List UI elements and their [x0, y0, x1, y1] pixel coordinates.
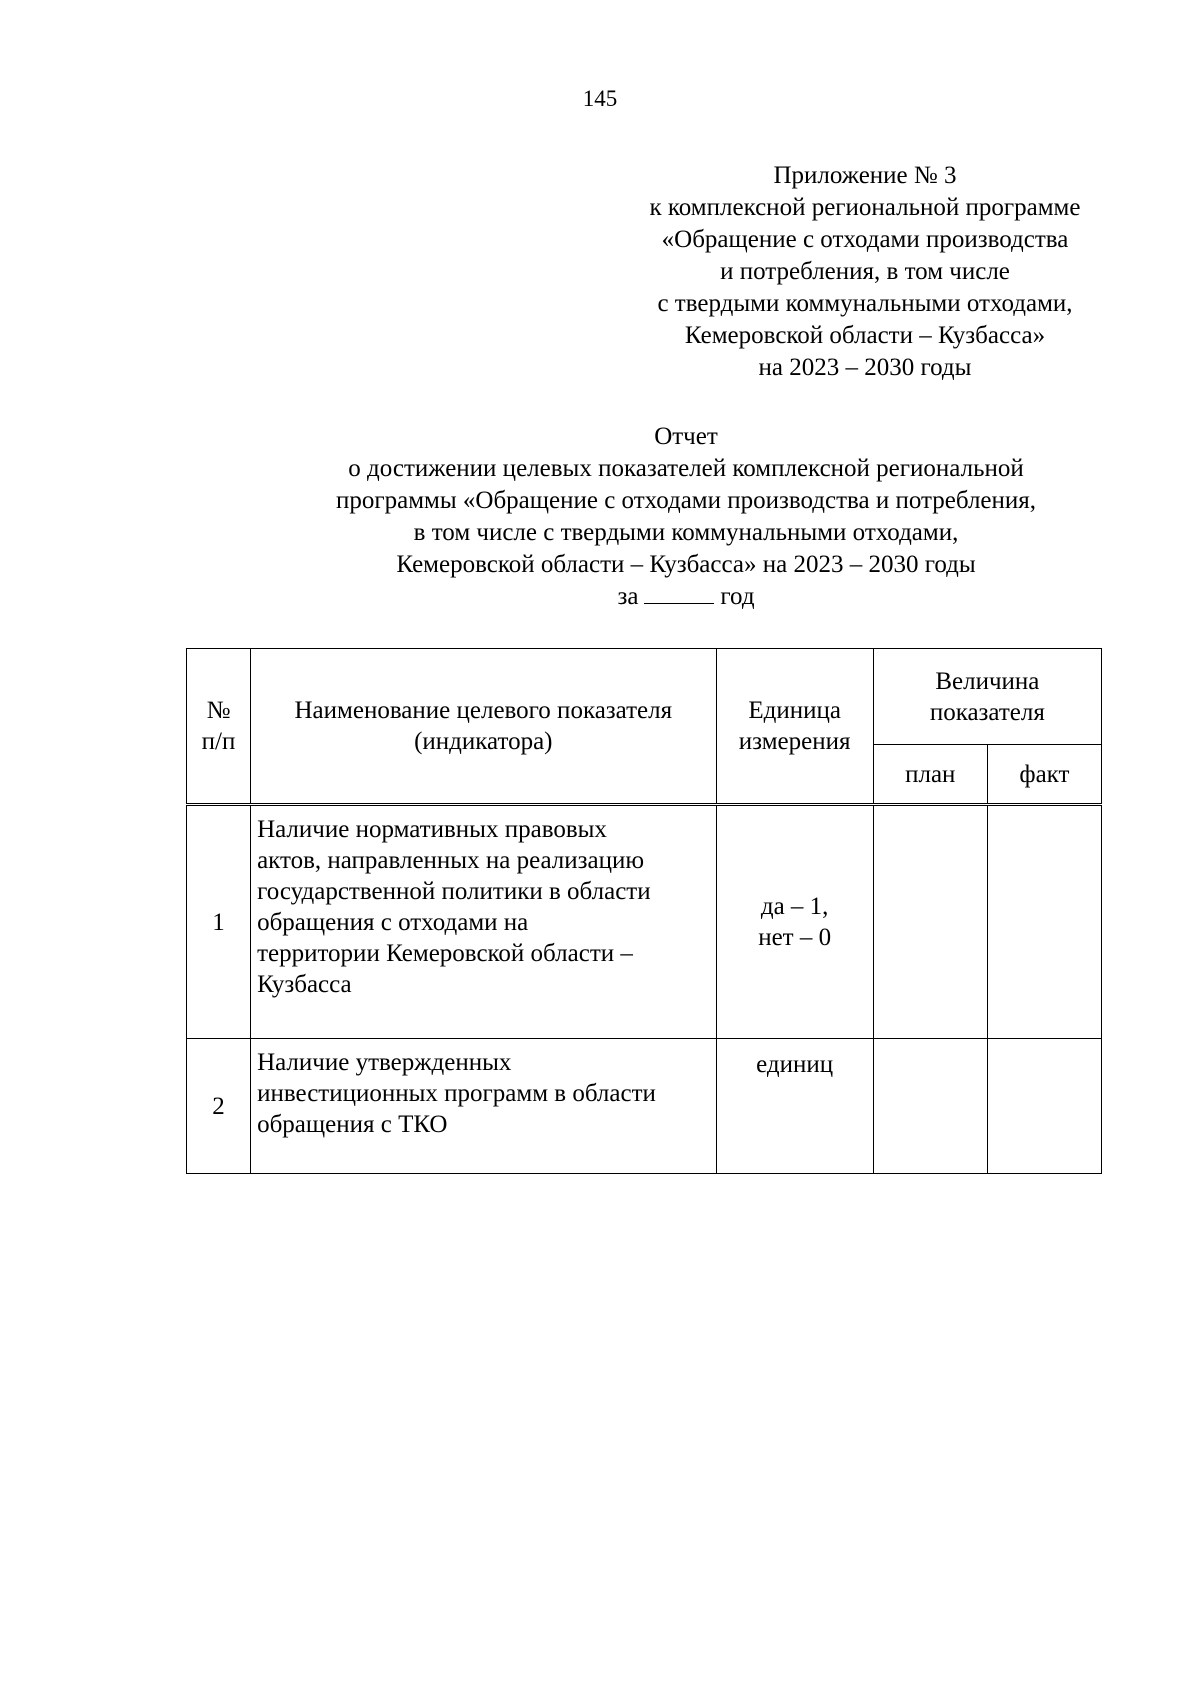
report-period: [186, 581, 1186, 613]
period-blank-line: [644, 581, 714, 604]
header-value: [873, 649, 1101, 745]
indicator-line: Кузбасса: [257, 971, 352, 998]
header-name: [251, 649, 717, 804]
header-unit: [716, 649, 873, 804]
indicators-table-body: [186, 805, 1102, 1174]
appendix-line: «Обращение с отходами производства: [661, 226, 1069, 253]
indicators-table-header: [186, 648, 1102, 804]
unit-line: нет – 0: [758, 924, 832, 951]
indicator-line: территории Кемеровской области –: [257, 940, 633, 967]
period-suffix: год: [720, 583, 755, 610]
indicator-line: инвестиционных программ в области: [257, 1080, 656, 1107]
row-indicator-name: [251, 1039, 717, 1174]
indicator-line: обращения с отходами на: [257, 909, 529, 936]
row-unit: [716, 806, 873, 1039]
appendix-line: с твердыми коммунальными отходами,: [657, 290, 1073, 317]
row-num: 2: [187, 1039, 251, 1174]
header-num-symbol: №: [206, 697, 231, 724]
report-title: Отчет: [654, 423, 718, 450]
header-fact: факт: [987, 745, 1101, 804]
row-indicator-name: [251, 806, 717, 1039]
indicator-line: государственной политики в области: [257, 878, 651, 905]
period-prefix: за: [617, 583, 639, 610]
header-name-line: (индикатора): [414, 728, 553, 755]
report-heading: [186, 421, 1186, 613]
row-plan-cell: [873, 1039, 987, 1174]
page-number: 145: [582, 86, 618, 111]
row-plan-cell: [873, 806, 987, 1039]
appendix-line: и потребления, в том числе: [720, 258, 1010, 285]
row-num: 1: [187, 806, 251, 1039]
header-unit-line: Единица: [748, 697, 841, 724]
indicator-line: Наличие утвержденных: [257, 1049, 512, 1076]
unit-line: да – 1,: [760, 893, 829, 920]
header-num-label: п/п: [201, 728, 236, 755]
indicator-line: актов, направленных на реализацию: [257, 847, 645, 874]
header-value-line: Величина: [935, 667, 1040, 695]
table-row: [187, 806, 1102, 1039]
indicator-line: обращения с ТКО: [257, 1111, 448, 1138]
unit-line: единиц: [756, 1051, 834, 1078]
report-line: о достижении целевых показателей комплексной региональной: [348, 455, 1024, 482]
report-line: программы «Обращение с отходами производства и потребления,: [335, 487, 1037, 514]
row-unit: [716, 1039, 873, 1174]
appendix-header: [600, 160, 1130, 384]
report-line: в том числе с твердыми коммунальными отходами,: [413, 519, 959, 546]
appendix-line: Кемеровской области – Кузбасса»: [684, 322, 1046, 349]
row-fact-cell: [987, 1039, 1101, 1174]
report-line: Кемеровской области – Кузбасса» на 2023 – 2030 годы: [396, 551, 976, 578]
appendix-line: на 2023 – 2030 годы: [758, 354, 972, 381]
row-fact-cell: [987, 806, 1101, 1039]
header-plan: план: [873, 745, 987, 804]
appendix-line: к комплексной региональной программе: [649, 194, 1081, 221]
indicator-line: Наличие нормативных правовых: [257, 816, 607, 843]
header-unit-line: измерения: [738, 728, 851, 755]
table-row: [187, 1039, 1102, 1174]
header-name-line: Наименование целевого показателя: [294, 697, 673, 724]
appendix-line: Приложение № 3: [773, 162, 957, 189]
header-num: [187, 649, 251, 804]
header-value-line: показателя: [929, 698, 1045, 726]
